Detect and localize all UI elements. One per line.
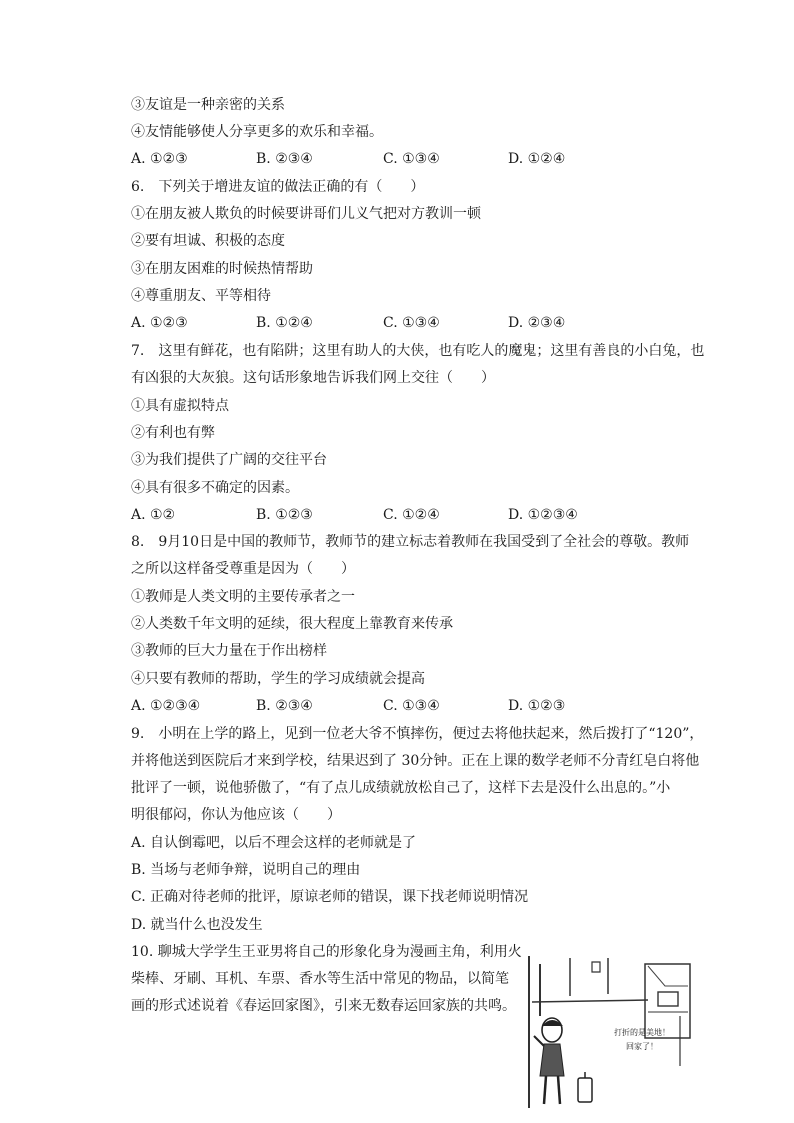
question-9-stem-line-1: 9. 小明在上学的路上，见到一位老大爷不慎摔伤，便过去将他扶起来，然后拨打了“120”， xyxy=(131,726,704,742)
q8-option-c: C. ①③④ xyxy=(383,698,440,714)
option-a: A. ①②③ xyxy=(131,151,188,167)
q6-option-c: C. ①③④ xyxy=(383,315,440,331)
question-10-line-1: 10. 聊城大学学生王亚男将自己的形象化身为漫画主角，利用火 xyxy=(131,944,522,960)
q8-statement-2: ②人类数千年文明的延续，很大程度上靠教育来传承 xyxy=(131,616,453,632)
question-8-stem-line-1: 8. 9月10日是中国的教师节，教师节的建立标志着教师在我国受到了全社会的尊敬。教师 xyxy=(131,534,690,550)
q7-statement-2: ②有利也有弊 xyxy=(131,425,215,441)
option-c: C. ①③④ xyxy=(383,151,440,167)
q6-statement-4: ④尊重朋友、平等相待 xyxy=(131,288,271,304)
q6-statement-3: ③在朋友困难的时候热情帮助 xyxy=(131,261,313,277)
q9-option-c: C. 正确对待老师的批评，原谅老师的错误，课下找老师说明情况 xyxy=(131,889,529,905)
q7-option-d: D. ①②③④ xyxy=(508,507,578,523)
q8-statement-4: ④只要有教师的帮助，学生的学习成绩就会提高 xyxy=(131,671,425,687)
q7-statement-1: ①具有虚拟特点 xyxy=(131,398,229,414)
statement-3: ③友谊是一种亲密的关系 xyxy=(131,97,285,113)
q7-option-c: C. ①②④ xyxy=(383,507,440,523)
option-b: B. ②③④ xyxy=(256,151,313,167)
question-9-stem-line-2: 并将他送到医院后才来到学校，结果迟到了 30分钟。正在上课的数学老师不分青红皂白将他 xyxy=(131,753,700,769)
q8-option-d: D. ①②③ xyxy=(508,698,566,714)
question-7-stem-line-1: 7. 这里有鲜花，也有陷阱；这里有助人的大侠，也有吃人的魔鬼；这里有善良的小白兔，也 xyxy=(131,343,705,359)
option-d: D. ①②④ xyxy=(508,151,566,167)
speech-text-2: 回家了！ xyxy=(626,1042,658,1051)
comic-illustration xyxy=(528,956,692,1108)
q9-option-d: D. 就当什么也没发生 xyxy=(131,917,263,933)
question-9-stem-line-3: 批评了一顿，说他骄傲了，“有了点儿成绩就放松自己了，这样下去是没什么出息的。”小 xyxy=(131,780,671,796)
speech-text-1: 打折的是美地！ xyxy=(614,1028,670,1037)
q8-option-a: A. ①②③④ xyxy=(131,698,201,714)
statement-4: ④友情能够使人分享更多的欢乐和幸福。 xyxy=(131,124,383,140)
q9-option-b: B. 当场与老师争辩，说明自己的理由 xyxy=(131,862,361,878)
question-10-line-2: 柴棒、牙刷、耳机、车票、香水等生活中常见的物品，以简笔 xyxy=(131,971,509,987)
q7-option-b: B. ①②③ xyxy=(256,507,313,523)
q8-statement-3: ③教师的巨大力量在于作出榜样 xyxy=(131,643,327,659)
q9-option-a: A. 自认倒霉吧，以后不理会这样的老师就是了 xyxy=(131,835,417,851)
q7-statement-4: ④具有很多不确定的因素。 xyxy=(131,480,299,496)
question-7-stem-line-2: 有凶狠的大灰狼。这句话形象地告诉我们网上交往（ ） xyxy=(131,370,495,386)
q6-option-d: D. ②③④ xyxy=(508,315,566,331)
question-9-stem-line-4: 明很郁闷，你认为他应该（ ） xyxy=(131,807,341,823)
q6-option-a: A. ①②③ xyxy=(131,315,188,331)
q7-option-a: A. ①② xyxy=(131,507,176,523)
q6-statement-2: ②要有坦诚、积极的态度 xyxy=(131,233,285,249)
q6-statement-1: ①在朋友被人欺负的时候要讲哥们儿义气把对方教训一顿 xyxy=(131,206,481,222)
q6-option-b: B. ①②④ xyxy=(256,315,313,331)
q7-statement-3: ③为我们提供了广阔的交往平台 xyxy=(131,452,327,468)
question-6-stem: 6. 下列关于增进友谊的做法正确的有（ ） xyxy=(131,179,425,195)
q8-statement-1: ①教师是人类文明的主要传承者之一 xyxy=(131,589,355,605)
question-8-stem-line-2: 之所以这样备受尊重是因为（ ） xyxy=(131,561,355,577)
q8-option-b: B. ②③④ xyxy=(256,698,313,714)
question-10-line-3: 画的形式述说着《春运回家图》，引来无数春运回家族的共鸣。 xyxy=(131,998,516,1014)
